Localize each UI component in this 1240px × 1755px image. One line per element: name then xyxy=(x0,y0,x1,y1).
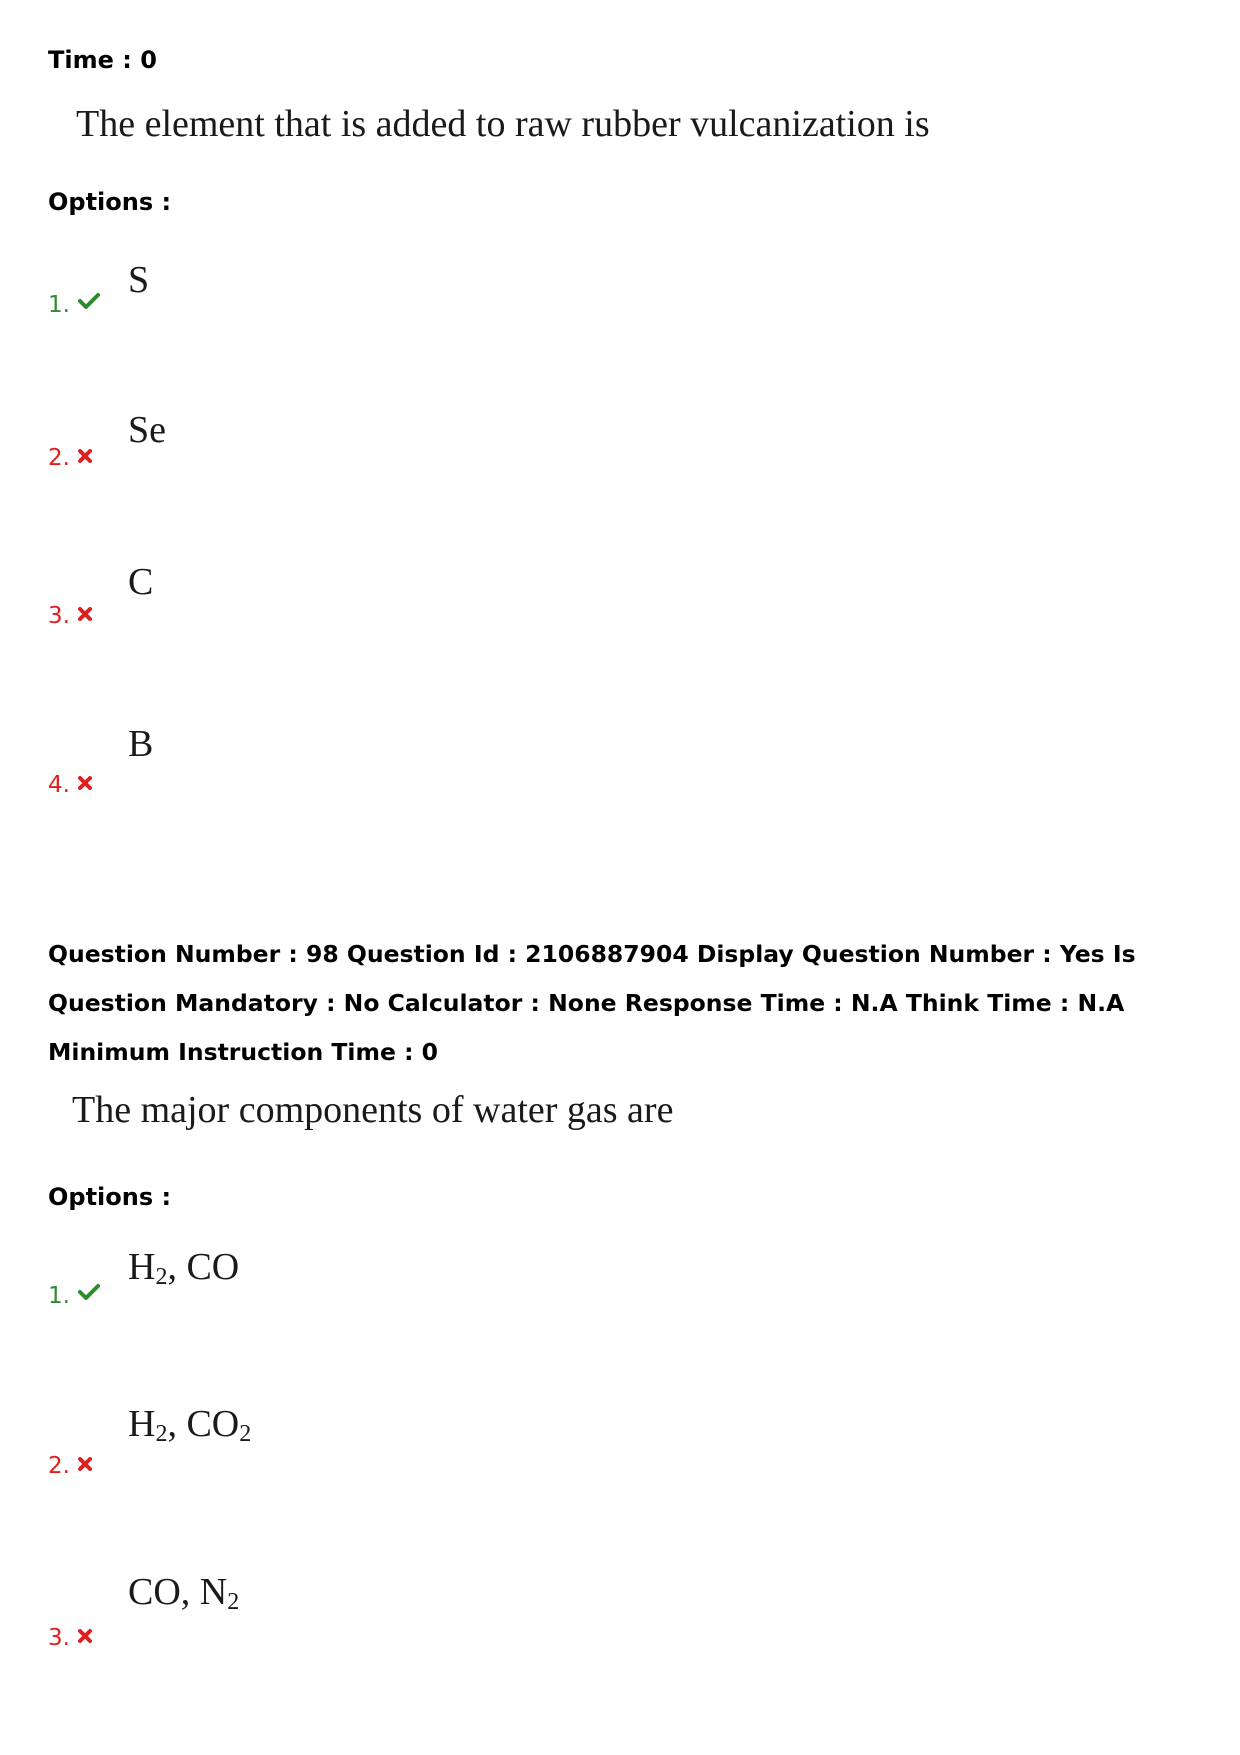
option-text: $H_2$, $CO_2$ xyxy=(128,1403,252,1447)
question-meta: Question Number : 98 Question Id : 2106887904 Display Question Number : Yes Is Question Mandatory : No Calculator : None Response Time : N.A Think Time : N.A Minimum Instruction Time : 0 xyxy=(48,940,1136,1066)
option-number: 3. xyxy=(48,1623,92,1651)
question-text: The element that is added to raw rubber vulcanization is xyxy=(76,103,930,145)
option-text: CO, $N_2$ xyxy=(128,1571,240,1615)
cross-icon xyxy=(78,770,92,796)
cross-icon xyxy=(78,1623,92,1649)
option-text: B xyxy=(128,723,154,765)
option-number: 2. xyxy=(48,1451,92,1479)
option-number: 1. xyxy=(48,290,100,318)
option-text: S xyxy=(128,259,150,301)
option-number: 4. xyxy=(48,770,92,798)
question-text: The major components of water gas are xyxy=(72,1089,674,1131)
cross-icon xyxy=(78,443,92,469)
option-number: 3. xyxy=(48,601,92,629)
time-label: Time : 0 xyxy=(48,46,157,74)
cross-icon xyxy=(78,601,92,627)
check-icon xyxy=(78,1281,100,1307)
check-icon xyxy=(78,290,100,316)
option-text: C xyxy=(128,561,154,603)
options-label: Options : xyxy=(48,1183,172,1211)
cross-icon xyxy=(78,1451,92,1477)
option-number: 1. xyxy=(48,1281,100,1309)
option-number: 2. xyxy=(48,443,92,471)
option-text: $H_2$, CO xyxy=(128,1246,240,1290)
option-text: Se xyxy=(128,409,166,451)
options-label: Options : xyxy=(48,188,172,216)
